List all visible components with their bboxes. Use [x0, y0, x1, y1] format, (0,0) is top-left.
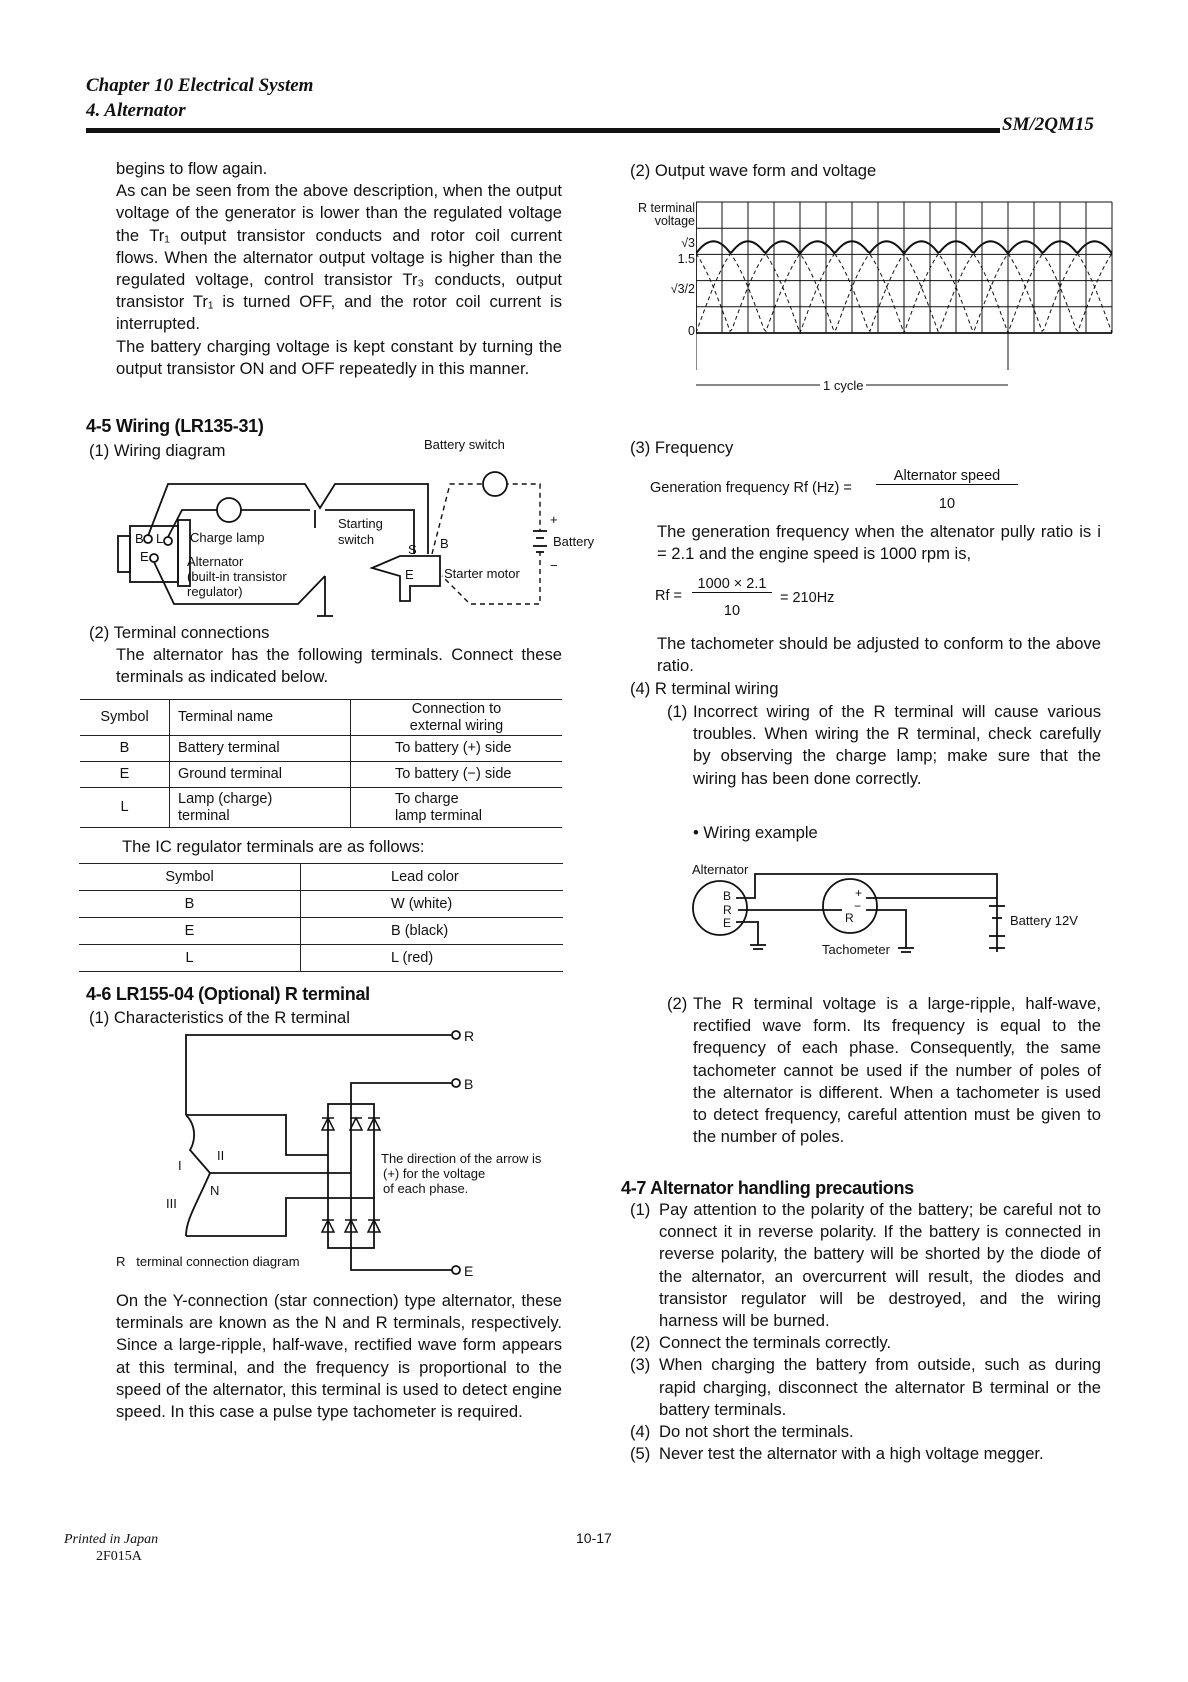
- header-symbol: Symbol: [79, 864, 301, 891]
- r-wiring-item-2: The R terminal voltage is a large-ripple, half-wave, rectified wave form. Its frequency is equal to the frequency of each phase. Consequently, the same tachometer cannot be used if the number of poles of the alternator is different. When a tachometer is used to detect frequency, careful attention must be given to the number of poles.: [693, 994, 1101, 1147]
- battery-plus: +: [550, 512, 558, 527]
- terminal-b-label: B: [135, 531, 144, 546]
- cell: Ground terminal: [170, 762, 351, 788]
- arrow-note-3: of each phase.: [383, 1181, 469, 1196]
- wiring-example-diagram: [690, 862, 1110, 962]
- cell: Lamp (charge) terminal: [170, 788, 351, 828]
- starter-s-label: S: [408, 542, 417, 557]
- intro-paragraph: The battery charging voltage is kept constant by turning the output transistor ON and OFF repeatedly in this manner.: [116, 336, 562, 378]
- y-label-line: voltage: [654, 214, 695, 228]
- r-label: R: [723, 903, 732, 917]
- list-item: [630, 1354, 1101, 1421]
- section-title: 4. Alternator: [86, 100, 186, 121]
- r-terminal-characteristics-label: (1) Characteristics of the R terminal: [89, 1008, 350, 1027]
- diagram-caption: R terminal connection diagram: [116, 1254, 300, 1269]
- alternator-label: Alternator: [187, 554, 244, 569]
- wave-form-heading: (2) Output wave form and voltage: [630, 161, 877, 180]
- item-number: (1): [667, 702, 688, 721]
- intro-text: [116, 158, 562, 380]
- starter-motor-label: Starter motor: [444, 566, 520, 581]
- battery-switch-label: Battery switch: [424, 437, 505, 452]
- cell: B (black): [301, 918, 564, 945]
- printed-in: Printed in Japan: [64, 1532, 159, 1547]
- tachometer-label: Tachometer: [822, 942, 890, 957]
- cell: Battery terminal: [170, 736, 351, 762]
- alternator-symbol: [693, 881, 747, 935]
- cell: B: [79, 891, 301, 918]
- list-item: [630, 1332, 1101, 1354]
- wiring-heading: 4-5 Wiring (LR135-31): [86, 416, 264, 436]
- chapter-title: Chapter 10 Electrical System: [86, 75, 314, 96]
- document-code: 2F015A: [96, 1549, 142, 1564]
- item-number: (2): [630, 1333, 651, 1353]
- starting-switch-label: Starting: [338, 516, 383, 531]
- item-number: (2): [667, 994, 688, 1013]
- starter-e-label: E: [405, 567, 414, 582]
- wiring-diagram-label: (1) Wiring diagram: [89, 441, 226, 460]
- tachometer-text: The tachometer should be adjusted to conform to the above ratio.: [657, 634, 1101, 676]
- terminal-l-label: L: [156, 531, 164, 546]
- header-terminal-name: Terminal name: [170, 700, 351, 736]
- handling-list: [630, 1199, 1101, 1465]
- item-text: Never test the alternator with a high voltage megger.: [659, 1444, 1044, 1464]
- terminal-connections-text: The alternator has the following terminals. Connect these terminals as indicated below.: [116, 645, 562, 687]
- list-item: [630, 1421, 1101, 1443]
- battery-switch-icon: [483, 472, 507, 496]
- neutral-n-label: N: [210, 1183, 220, 1198]
- y-connection-paragraph: On the Y-connection (star connection) type alternator, these terminals are known as the N and R terminals, respectively. Since a large-ripple, half-wave, rectified wave form appears at this terminal, and the frequency is proportional to the speed of the alternator, this terminal is used to detect engine speed. In this case a pulse type tachometer is required.: [116, 1291, 562, 1422]
- arrow-note: The direction of the arrow is: [381, 1151, 542, 1166]
- handling-heading: 4-7 Alternator handling precautions: [621, 1178, 914, 1198]
- r-label: R: [464, 1028, 475, 1044]
- e-label: E: [464, 1263, 474, 1279]
- phase-iii-label: III: [166, 1196, 177, 1211]
- charge-lamp-label: Charge lamp: [190, 530, 265, 545]
- cell: L (red): [301, 945, 564, 972]
- cell: B: [80, 736, 170, 762]
- cell: To battery (−) side: [351, 762, 563, 788]
- wiring-diagram: [110, 436, 610, 626]
- rf-label: Rf =: [655, 588, 682, 604]
- intro-paragraph: As can be seen from the above description, when the output voltage of the generator is lower than the regulated voltage the Tr₁ output transistor conducts and rotor coil current flows. When the alternator output voltage is higher than the regulated voltage, control transistor Tr₃ conducts, output transistor Tr₁ is turned OFF, and the rotor coil current is interrupted.: [116, 181, 562, 334]
- b-label: B: [464, 1076, 474, 1092]
- list-item: [630, 1199, 1101, 1332]
- cell: L: [80, 788, 170, 828]
- tach-minus: −: [854, 899, 862, 913]
- r-terminal-connection-diagram: [100, 1020, 600, 1282]
- r-terminal-heading: 4-6 LR155-04 (Optional) R terminal: [86, 984, 370, 1004]
- cell: E: [79, 918, 301, 945]
- list-item: [630, 1443, 1101, 1465]
- output-waveform: [696, 200, 1116, 400]
- starting-switch-label-2: switch: [338, 532, 375, 547]
- tick-sqrt3: √3: [681, 236, 695, 250]
- starter-b-label: B: [440, 536, 449, 551]
- ic-regulator-text: The IC regulator terminals are as follows:: [122, 837, 425, 856]
- e-label: E: [723, 916, 732, 930]
- frequency-heading: (3) Frequency: [630, 438, 734, 457]
- cycle-label: 1 cycle: [820, 378, 866, 393]
- header-connection: Connection to external wiring: [351, 700, 563, 736]
- item-number: (1): [630, 1200, 651, 1219]
- r-terminal-wiring-heading: (4) R terminal wiring: [630, 679, 779, 698]
- item-text: Pay attention to the polarity of the battery; be careful not to connect it in reverse polarity. If the battery is connected in reverse polarity, the battery will be shorted by the diode of the alternator, an overcurrent will result, the diodes and transistor regulator will be destroyed, and the wiring harness will be burned.: [659, 1200, 1101, 1331]
- y-label-line: R terminal: [638, 201, 695, 215]
- header-lead-color: Lead color: [301, 864, 564, 891]
- terminal-connections-heading: (2) Terminal connections: [89, 623, 270, 642]
- cell: To battery (+) side: [351, 736, 563, 762]
- terminal-table: [80, 699, 562, 828]
- item-text: Do not short the terminals.: [659, 1422, 854, 1442]
- cell: W (white): [301, 891, 564, 918]
- formula-denominator: 10: [938, 496, 956, 512]
- item-number: (5): [630, 1444, 651, 1464]
- item-text: When charging the battery from outside, such as during rapid charging, disconnect the alternator B terminal or the battery terminals.: [659, 1355, 1101, 1419]
- cell: L: [79, 945, 301, 972]
- header-rule: [86, 128, 1000, 133]
- tach-r-label: R: [845, 911, 854, 925]
- phase-i-label: I: [178, 1158, 182, 1173]
- tick-sqrt3-2: √3/2: [670, 282, 695, 296]
- b-label: B: [723, 889, 732, 903]
- calc-result: = 210Hz: [780, 590, 835, 606]
- tick-1-5: 1.5: [677, 252, 695, 266]
- cell: To charge lamp terminal: [351, 788, 563, 828]
- alternator-label: Alternator: [692, 862, 749, 877]
- alternator-sub-label: (built-in transistor: [187, 569, 287, 584]
- battery-label: Battery: [553, 534, 595, 549]
- table-row: [80, 788, 562, 828]
- table-row: [80, 736, 562, 762]
- item-text: Connect the terminals correctly.: [659, 1333, 892, 1353]
- arrow-note-2: (+) for the voltage: [383, 1166, 486, 1181]
- battery-label: Battery 12V: [1010, 913, 1078, 928]
- wiring-example-label: • Wiring example: [693, 823, 818, 842]
- charge-lamp-icon: [217, 498, 241, 522]
- calc-numerator: 1000 × 2.1: [692, 576, 772, 593]
- table-row: [79, 918, 563, 945]
- table-row: [79, 891, 563, 918]
- header-symbol: Symbol: [80, 700, 170, 736]
- r-wiring-item-1: Incorrect wiring of the R terminal will cause various troubles. When wiring the R terminal, check carefully by observing the charge lamp; make sure that the wiring has been done correctly.: [693, 702, 1101, 788]
- intro-line: begins to flow again.: [116, 159, 268, 178]
- formula-left: Generation frequency Rf (Hz) =: [650, 480, 852, 496]
- terminal-e-label: E: [140, 549, 149, 564]
- item-number: (4): [630, 1422, 651, 1442]
- model-code: SM/2QM15: [1002, 114, 1094, 135]
- frequency-text: The generation frequency when the altenator pully ratio is i = 2.1 and the engine speed is 1000 rpm is,: [657, 522, 1101, 564]
- battery-minus: −: [550, 558, 558, 573]
- tick-0: 0: [688, 324, 695, 338]
- calc-denominator: 10: [723, 603, 741, 619]
- table-row: [80, 762, 562, 788]
- wave-y-label: [620, 202, 695, 228]
- cell: E: [80, 762, 170, 788]
- page-number: 10-17: [576, 1530, 612, 1546]
- lead-color-table: [79, 863, 563, 972]
- formula-numerator: Alternator speed: [876, 468, 1018, 485]
- item-number: (3): [630, 1355, 651, 1375]
- alternator-sub-label-2: regulator): [187, 584, 243, 599]
- table-row: [79, 945, 563, 972]
- tach-plus: +: [855, 886, 863, 900]
- phase-ii-label: II: [217, 1148, 225, 1163]
